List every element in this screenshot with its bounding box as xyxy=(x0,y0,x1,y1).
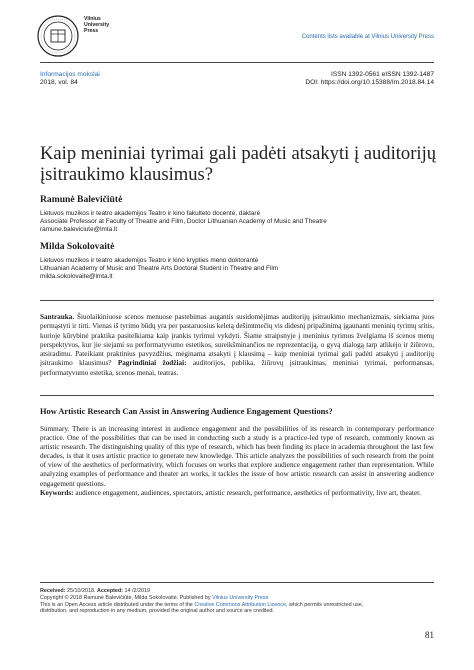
english-title: How Artistic Research Can Assist in Answering Audience Engagement Questions? xyxy=(40,407,333,416)
abstract-text: Šiuolaikiniuose scenos menuose pastebimas augantis susidomėjimas auditorijų įsitraukimo mechanizmais, siekiama juos permąstyti ir tirti. Vienas iš tyrimo būdų yra per pastaruosius keletą dešimtmečių vis didesnį pripažinimą įgaunanti meninių tyrimų sritis, kurioje kūrybinė praktika pasitelkiama kaip įrankis tyrimui vykdyti. Šiame straipsnyje į meninius tyrimus žvelgiama iš scenos menų perspektyvos, kur jie siejami su performatyvumo estetikos, sureikšminančios ne reprezentaciją, o gyvą dialogą tarp atlikėjo ir žiūrovo, atsiradimu. Pateikiant praktinius pavyzdžius, mėginama atsakyti į klausimą – kaip meniniai tyrimai gali padėti atsakyti į auditorijų įsitraukimo klausimus? xyxy=(40,313,435,368)
header-divider xyxy=(40,62,434,63)
license-link[interactable]: Creative Commons Attribution Licence xyxy=(194,601,286,608)
affiliation-line: Associate Professor at Faculty of Theatre and Film, Doctor Lithuanian Academy of Music and Theatre xyxy=(40,218,327,225)
footer-divider xyxy=(40,582,434,583)
author-email[interactable]: ramune.baleviciute@lmta.lt xyxy=(40,226,118,233)
author-affiliation xyxy=(40,257,434,281)
journal-name[interactable]: Informacijos mokslai xyxy=(40,71,100,78)
accepted-date: 14 /2/2019 xyxy=(124,588,150,594)
issn-doi xyxy=(305,71,434,88)
summary-en xyxy=(40,425,434,498)
footer-notes xyxy=(40,588,440,615)
license-line xyxy=(40,602,440,609)
license-text: distribution, and reproduction in any medium, provided the original author and source are credited. xyxy=(40,608,275,615)
author-affiliation xyxy=(40,210,434,234)
received-date: 25/10/2018. xyxy=(66,588,96,594)
summary-label: Summary. xyxy=(40,425,70,433)
author-name: Ramunė Balevičiūtė xyxy=(40,194,123,205)
keywords-label: Pagrindiniai žodžiai: xyxy=(117,359,187,368)
keywords-label: Keywords: xyxy=(40,488,74,497)
summary-text: There is an increasing interest in audience engagement and the possibilities of its research in contemporary performance practice. One of the possibilities that can be used in conducting such a study is a practice-led type of research, commonly known as artistic research. The distinguishing quality of this type of research, which has been finding its place in academia throughout the last few decades, is that it uses artistic practice to generate new knowledge. This article analyzes the possibilities of such research from the point of view of the aesthetics of performativity, which focuses on works that explore audience engagement rather than representation. While analyzing examples of performance and theater art works, it tackles the issue of how artistic research can assist in answering audience engagement questions. xyxy=(40,425,435,488)
keywords-text: audience engagement, audiences, spectators, artistic research, performance, aesthetics of performativity, live art, theater. xyxy=(75,488,421,497)
affiliation-line: Lietuvos muzikos ir teatro akademijos Teatro ir kino krypties meno doktorantė xyxy=(40,257,259,264)
vilnius-university-seal-icon xyxy=(36,14,80,58)
abstract-lt xyxy=(40,313,434,378)
contents-link[interactable]: Contents lists available at Vilnius University Press xyxy=(301,34,434,40)
press-line: Vilnius xyxy=(84,16,101,22)
author-name: Milda Sokolovaitė xyxy=(40,241,115,252)
press-name xyxy=(84,16,109,34)
doi[interactable]: DOI: https://doi.org/10.15388/Im.2018.84.14 xyxy=(305,79,434,87)
received-label: Received: xyxy=(40,588,66,594)
section-divider xyxy=(40,395,434,396)
journal-info xyxy=(40,71,100,88)
journal-volume: 2018, vol. 84 xyxy=(40,79,78,87)
page-number: 81 xyxy=(425,630,434,640)
press-line: University xyxy=(84,22,110,28)
affiliation-line: Lietuvos muzikos ir teatro akademijos Teatro ir kino fakulteto docentė, daktarė xyxy=(40,210,261,217)
copyright-line xyxy=(40,595,440,602)
keywords-text: auditorijos, publika, žiūrovų įsitraukimas, meniniai tyrimai, performansas, performatyvumo estetika, scenos menai, teatras. xyxy=(40,359,434,377)
article-title: Kaip meniniai tyrimai gali padėti atsakyti į auditorijų įsitraukimo klausimus? xyxy=(40,143,437,185)
affiliation-line: Lithuanian Academy of Music and Theatre Arts Doctoral Student in Theatre and Film xyxy=(40,265,279,272)
abstract-label: Santrauka. xyxy=(40,313,75,321)
accepted-label: Accepted: xyxy=(96,588,124,594)
license-text: , which permits unrestricted use, xyxy=(286,601,364,608)
license-text: This is an Open Access article distributed under the terms of the xyxy=(40,601,193,608)
abstract-divider xyxy=(40,300,434,301)
publisher-link[interactable]: Vilnius University Press xyxy=(212,594,269,601)
author-email[interactable]: milda.sokolovaite@lmta.lt xyxy=(40,273,113,280)
issn: ISSN 1392-0561 eISSN 1392-1487 xyxy=(330,71,434,78)
received-line xyxy=(40,588,440,595)
copyright-text: Copyright © 2018 Ramunė Balevičiūtė, Milda Sokolovaitė. Published by xyxy=(40,594,211,601)
press-line: Press xyxy=(84,28,99,34)
